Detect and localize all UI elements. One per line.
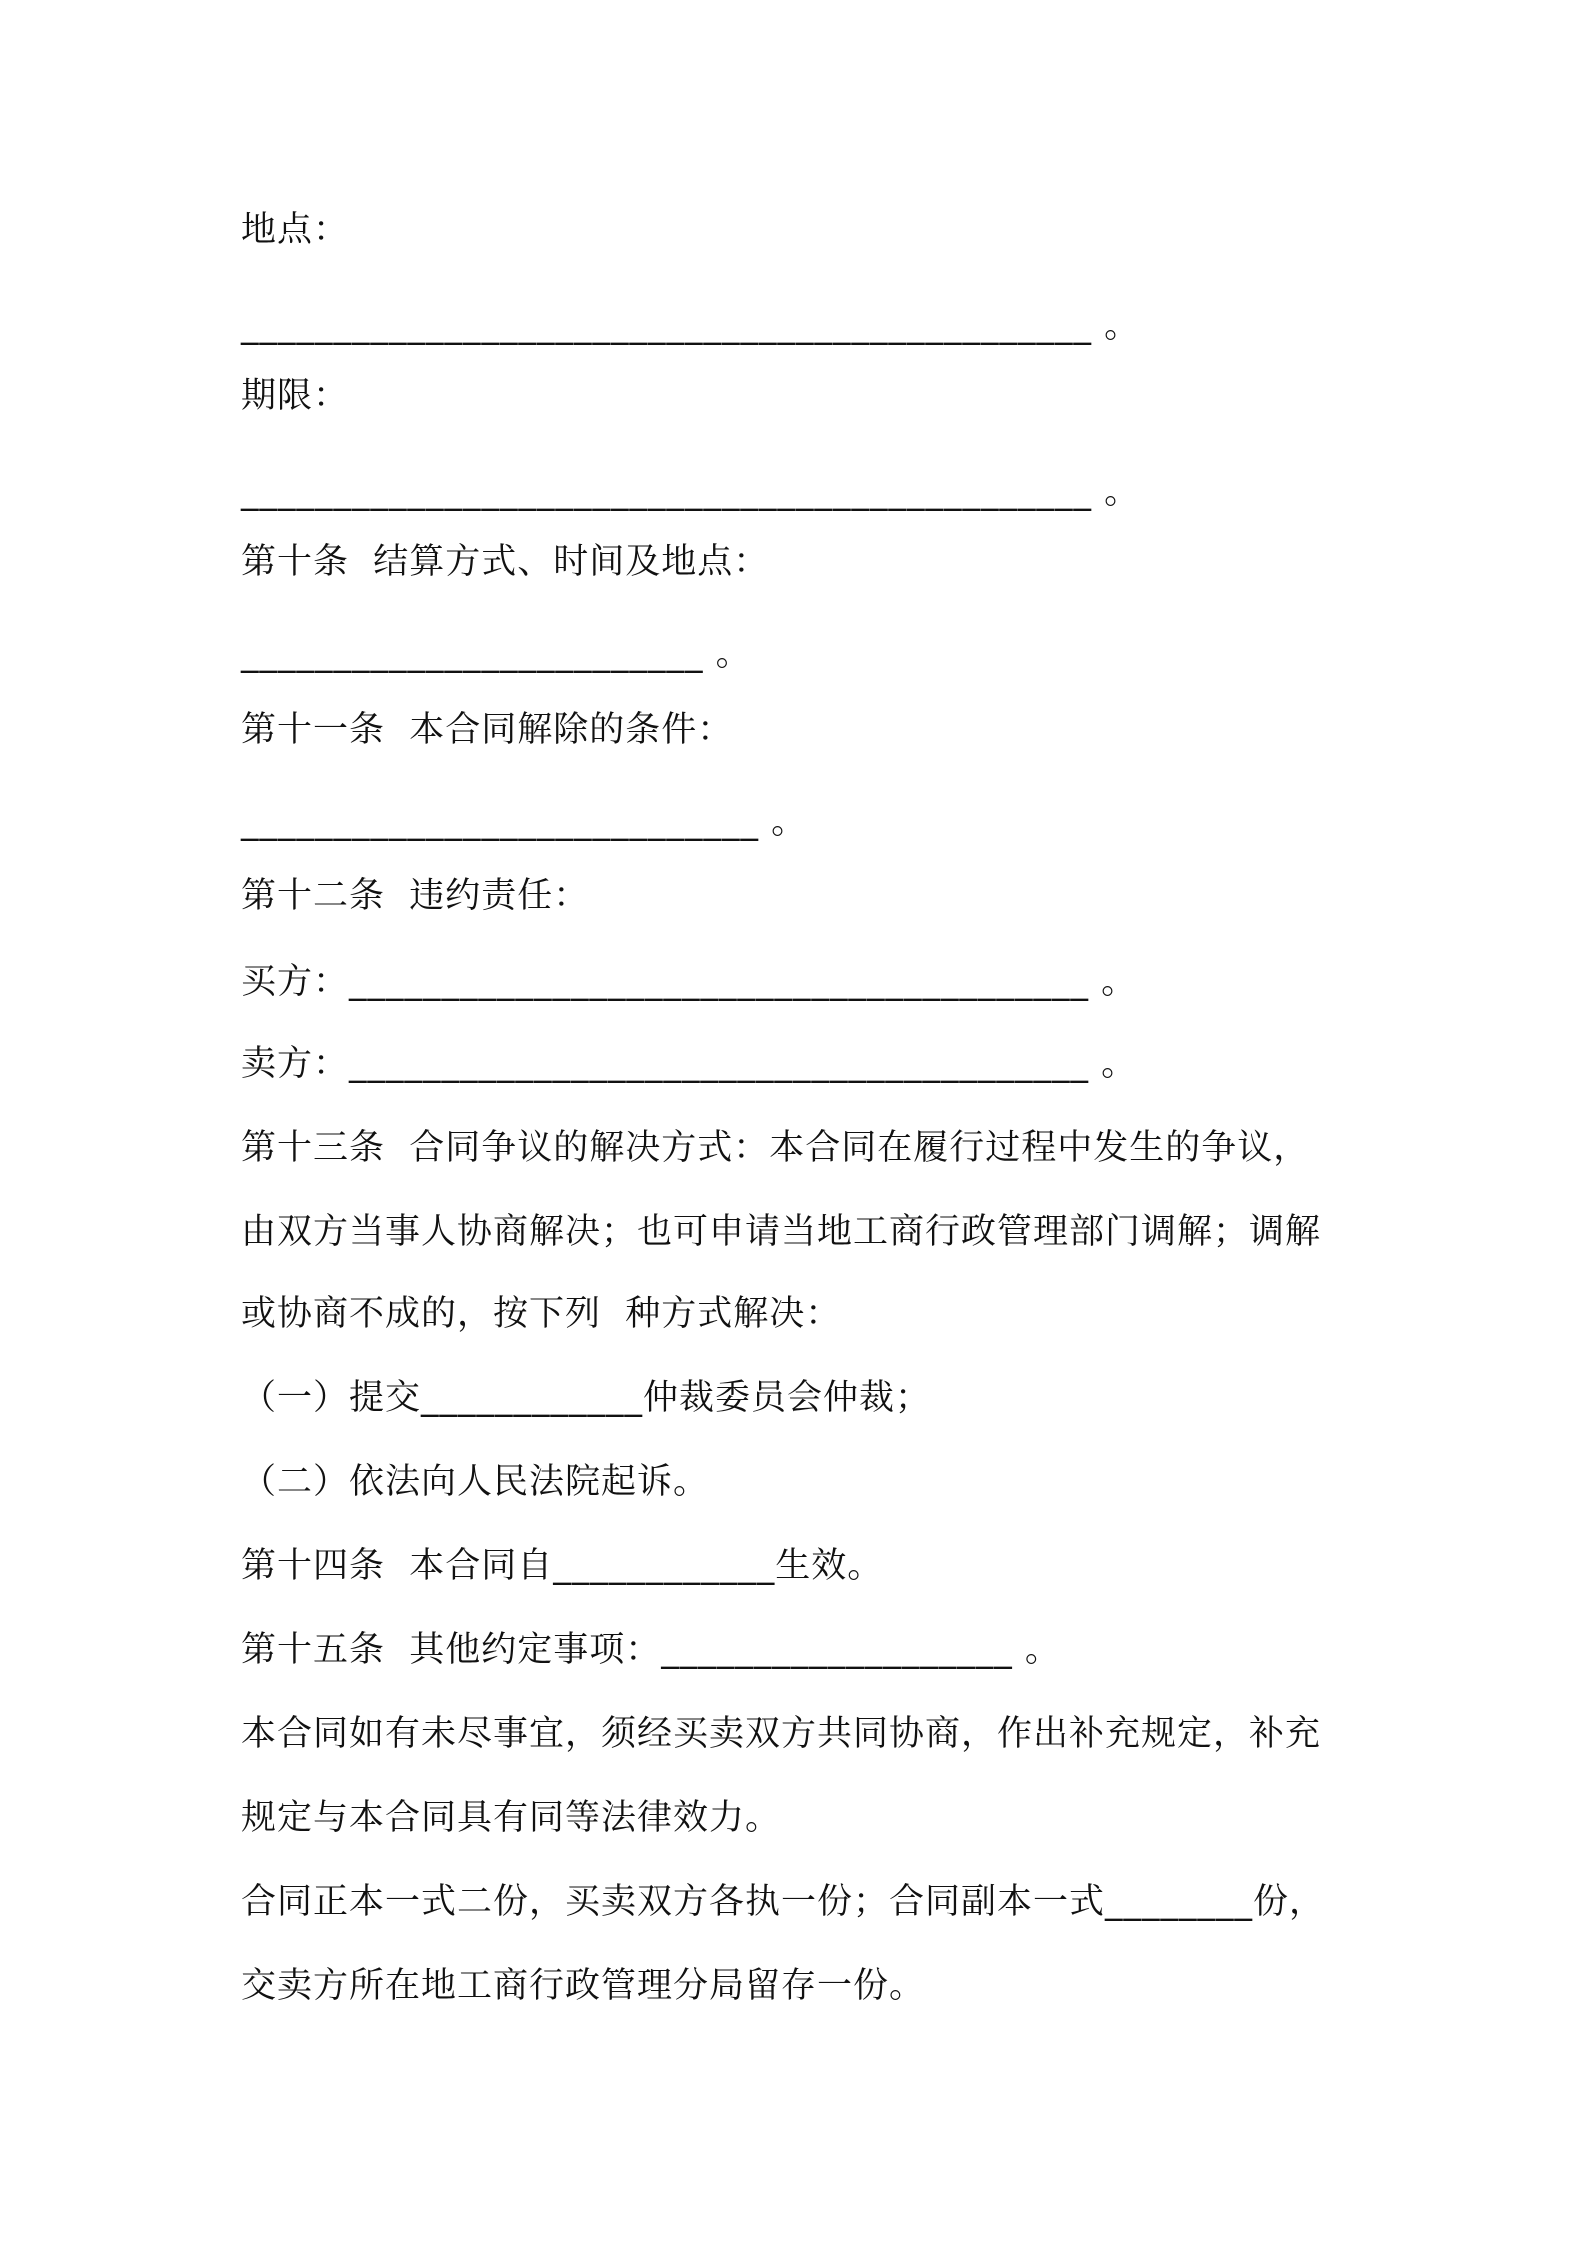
buyer-liability-line: 买方：________________________________________ 。 — [241, 962, 1138, 1002]
article-10-blank-line: _________________________ 。 — [241, 634, 752, 674]
dispute-option-2: （二）依法向人民法院起诉。 — [241, 1462, 710, 1502]
article-10-heading: 第十条 结算方式、时间及地点： — [241, 542, 770, 582]
article-13-paragraph-line-1: 第十三条 合同争议的解决方式：本合同在履行过程中发生的争议， — [241, 1128, 1310, 1168]
supplement-paragraph-line-1: 本合同如有未尽事宜，须经买卖双方共同协商，作出补充规定，补充 — [241, 1714, 1322, 1754]
article-13-paragraph-line-2: 由双方当事人协商解决；也可申请当地工商行政管理部门调解；调解 — [241, 1212, 1322, 1252]
article-15-line: 第十五条 其他约定事项：___________________ 。 — [241, 1630, 1061, 1670]
article-14-line: 第十四条 本合同自____________生效。 — [241, 1546, 884, 1586]
supplement-paragraph-line-2: 规定与本合同具有同等法律效力。 — [241, 1798, 782, 1838]
article-12-heading: 第十二条 违约责任： — [241, 876, 590, 916]
copies-paragraph-line-2: 交卖方所在地工商行政管理分局留存一份。 — [241, 1966, 926, 2006]
term-label: 期限： — [241, 376, 350, 416]
seller-liability-line: 卖方：________________________________________ 。 — [241, 1044, 1138, 1084]
term-blank-line: ______________________________________________ 。 — [241, 472, 1141, 512]
copies-paragraph-line-1: 合同正本一式二份，买卖双方各执一份；合同副本一式________份， — [241, 1882, 1326, 1922]
article-13-paragraph-line-3: 或协商不成的，按下列 种方式解决： — [241, 1294, 842, 1334]
dispute-option-1: （一）提交____________仲裁委员会仲裁； — [241, 1378, 932, 1418]
location-label: 地点： — [241, 210, 350, 250]
article-11-blank-line: ____________________________ 。 — [241, 802, 808, 842]
article-11-heading: 第十一条 本合同解除的条件： — [241, 710, 734, 750]
location-blank-line: ______________________________________________ 。 — [241, 306, 1141, 346]
